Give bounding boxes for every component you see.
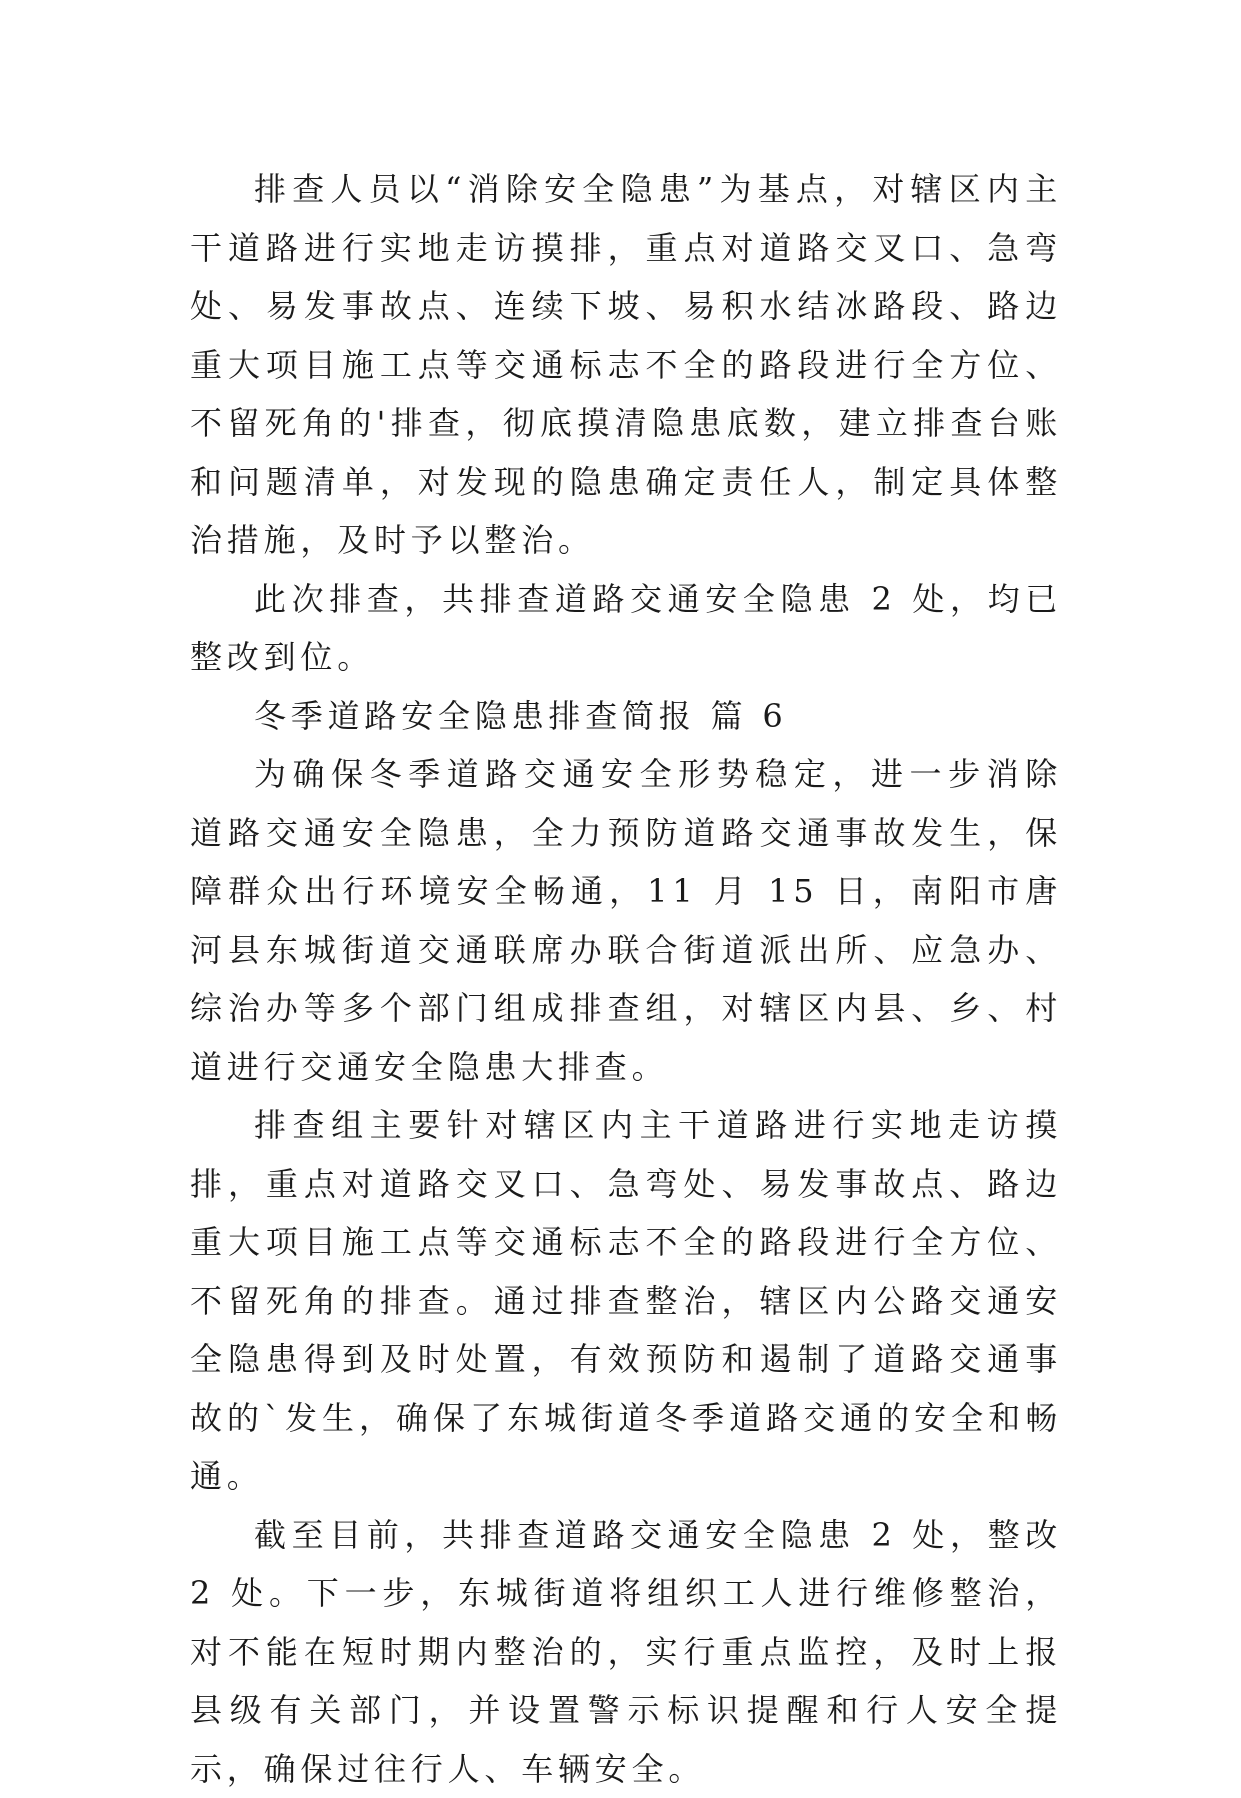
- paragraph-intro: 为确保冬季道路交通安全形势稳定，进一步消除道路交通安全隐患，全力预防道路交通事故发生，保障群众出行环境安全畅通，11 月 15 日，南阳市唐河县东城街道交通联席办联合街道派出所、应急办、综治办等多个部门组成排查组，对辖区内县、乡、村道进行交通安全隐患大排查。: [190, 745, 1062, 1096]
- paragraph-next-steps: 截至目前，共排查道路交通安全隐患 2 处，整改 2 处。下一步，东城街道将组织工人进行维修整治，对不能在短时期内整治的，实行重点监控，及时上报县级有关部门，并设置警示标识提醒和行人安全提示，确保过往行人、车辆安全。: [190, 1506, 1062, 1798]
- paragraph-inspection-team: 排查组主要针对辖区内主干道路进行实地走访摸排，重点对道路交叉口、急弯处、易发事故点、路边重大项目施工点等交通标志不全的路段进行全方位、不留死角的排查。通过排查整治，辖区内公路交通安全隐患得到及时处置，有效预防和遏制了道路交通事故的`发生，确保了东城街道冬季道路交通的安全和畅通。: [190, 1096, 1062, 1506]
- paragraph-result-summary: 此次排查，共排查道路交通安全隐患 2 处，均已整改到位。: [190, 570, 1062, 687]
- document-body: [190, 160, 1062, 1798]
- section-heading: 冬季道路安全隐患排查简报 篇 6: [190, 687, 1062, 746]
- paragraph-investigation: 排查人员以“消除安全隐患”为基点，对辖区内主干道路进行实地走访摸排，重点对道路交叉口、急弯处、易发事故点、连续下坡、易积水结冰路段、路边重大项目施工点等交通标志不全的路段进行全方位、不留死角的'排查，彻底摸清隐患底数，建立排查台账和问题清单，对发现的隐患确定责任人，制定具体整治措施，及时予以整治。: [190, 160, 1062, 570]
